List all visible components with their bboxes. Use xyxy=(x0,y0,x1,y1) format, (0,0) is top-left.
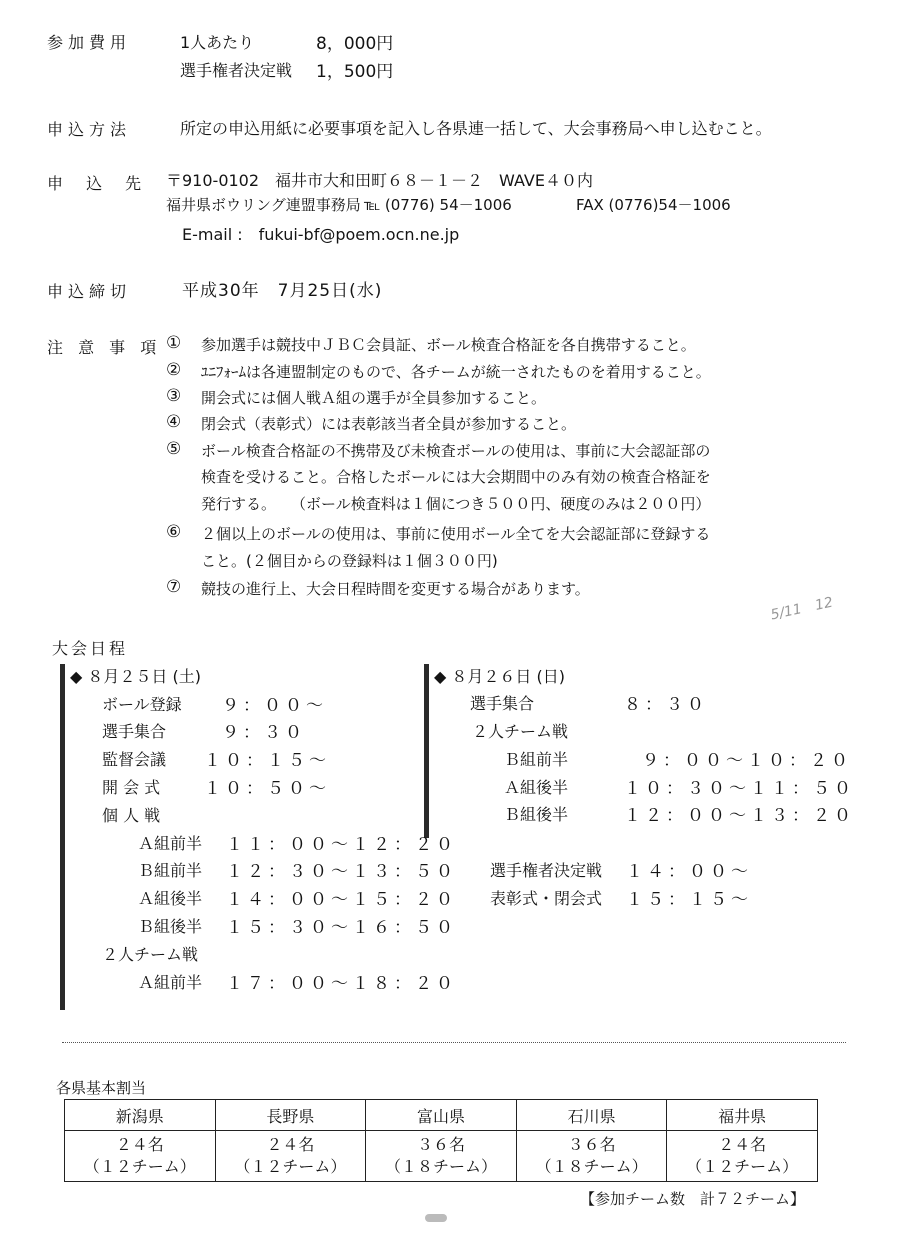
day1-bar xyxy=(60,664,65,1010)
schedule-item-name: Ｂ組前半 xyxy=(504,750,569,769)
schedule-item-time: １０：１５～ xyxy=(204,751,330,771)
note-text: ２個以上のボールの使用は、事前に使用ボール全てを大会認証部に登録する xyxy=(201,525,711,543)
notes-label: 注 意 事 項 xyxy=(47,338,162,357)
note-text: ﾕﾆﾌｫｰﾑは各連盟制定のもので、各チームが統一されたものを着用すること。 xyxy=(201,363,711,381)
prefecture-name: 石川県 xyxy=(516,1100,667,1131)
note-text: ボール検査合格証の不携帯及び未検査ボールの使用は、事前に大会認証部の xyxy=(201,442,711,460)
note-number: ③ xyxy=(166,386,182,406)
destination-label: 申 込 先 xyxy=(47,174,151,193)
day1-heading: ◆ ８月２５日 (土) xyxy=(70,667,201,686)
allocation-count: ２４名 xyxy=(718,1135,767,1154)
schedule-item-time: １１：００～１２：２０ xyxy=(226,835,457,855)
note-text: こと。(２個目からの登録料は１個３００円) xyxy=(201,552,498,570)
handwritten-note: 5/11 12 xyxy=(769,594,835,624)
allocation-count: ２４名 xyxy=(266,1135,315,1154)
deadline-text: 平成30年 7月25日(水) xyxy=(182,281,383,301)
note-text: 競技の進行上、大会日程時間を変更する場合があります。 xyxy=(201,580,590,598)
note-text: 発行する。 （ボール検査料は１個につき５００円、硬度のみは２００円） xyxy=(201,495,711,513)
fee-amount: 1，500円 xyxy=(316,62,394,82)
destination-fax: FAX (0776)54－1006 xyxy=(576,196,731,214)
note-text: 閉会式（表彰式）には表彰該当者全員が参加すること。 xyxy=(201,415,577,433)
allocation-cell xyxy=(667,1131,818,1182)
note-number: ② xyxy=(166,360,182,380)
schedule-item-time: １４：００～ xyxy=(626,862,752,882)
page-mark xyxy=(425,1214,447,1222)
allocation-count: ２４名 xyxy=(115,1135,164,1154)
schedule-item-time: ９：３０ xyxy=(222,723,306,743)
note-text: 検査を受けること。合格したボールには大会期間中のみ有効の検査合格証を xyxy=(201,468,711,486)
schedule-item-name: 選手集合 xyxy=(470,694,535,713)
fee-amount: 8，000円 xyxy=(316,34,394,54)
schedule-title: 大会日程 xyxy=(52,639,129,658)
schedule-section-name: 個 人 戦 xyxy=(102,806,161,825)
schedule-item-name: Ａ組後半 xyxy=(138,889,203,908)
allocation-title: 各県基本割当 xyxy=(56,1079,147,1097)
note-text: 参加選手は競技中ＪＢＣ会員証、ボール検査合格証を各自携帯すること。 xyxy=(201,336,696,354)
destination-email: E-mail : fukui-bf@poem.ocn.ne.jp xyxy=(182,225,460,244)
allocation-value-row xyxy=(65,1131,818,1182)
schedule-item-name: 開 会 式 xyxy=(102,778,161,797)
allocation-teams: （１８チーム） xyxy=(384,1157,497,1176)
allocation-table xyxy=(64,1099,818,1182)
allocation-count: ３６名 xyxy=(416,1135,465,1154)
fee-item: 1人あたり xyxy=(180,33,255,52)
note-number: ⑤ xyxy=(166,439,182,459)
schedule-item-time: １０：５０～ xyxy=(204,779,330,799)
schedule-item-time: １２：３０～１３：５０ xyxy=(226,862,457,882)
schedule-item-name: Ａ組前半 xyxy=(138,834,203,853)
allocation-cell xyxy=(366,1131,517,1182)
schedule-item-time: １５：１５～ xyxy=(626,890,752,910)
note-number: ① xyxy=(166,333,182,353)
allocation-total: 【参加チーム数 計７２チーム】 xyxy=(580,1190,806,1208)
separator-line xyxy=(62,1042,846,1043)
allocation-teams: （１８チーム） xyxy=(535,1157,648,1176)
schedule-section-name: ２人チーム戦 xyxy=(102,945,199,964)
allocation-count: ３６名 xyxy=(567,1135,616,1154)
allocation-teams: （１２チーム） xyxy=(83,1157,196,1176)
prefecture-name: 新潟県 xyxy=(65,1100,216,1131)
schedule-item-name: Ｂ組後半 xyxy=(504,805,569,824)
prefecture-name: 長野県 xyxy=(215,1100,366,1131)
allocation-cell xyxy=(516,1131,667,1182)
schedule-item-name: Ａ組前半 xyxy=(138,973,203,992)
schedule-item-name: Ｂ組後半 xyxy=(138,917,203,936)
schedule-item-time: １５：３０～１６：５０ xyxy=(226,918,457,938)
method-label: 申込方法 xyxy=(47,120,132,139)
fee-item: 選手権者決定戦 xyxy=(180,61,293,80)
destination-tel: ℡ (0776) 54－1006 xyxy=(364,196,512,214)
schedule-item-time: ９：００～ xyxy=(222,696,327,716)
schedule-item-name: 監督会議 xyxy=(102,750,167,769)
schedule-item-time: ８：３０ xyxy=(624,695,708,715)
schedule-section-name: ２人チーム戦 xyxy=(472,722,569,741)
schedule-item-time: １２：００～１３：２０ xyxy=(624,806,855,826)
deadline-label: 申込締切 xyxy=(47,282,132,301)
day2-bar xyxy=(424,664,429,838)
schedule-item-name: ボール登録 xyxy=(102,695,182,714)
allocation-cell xyxy=(215,1131,366,1182)
schedule-item-time: ９：００～１０：２０ xyxy=(642,751,852,771)
prefecture-name: 富山県 xyxy=(366,1100,517,1131)
allocation-header-row xyxy=(65,1100,818,1131)
destination-address: 〒910-0102 福井市大和田町６８－１－２ WAVE４０内 xyxy=(166,171,593,190)
prefecture-name: 福井県 xyxy=(667,1100,818,1131)
schedule-item-name: 選手集合 xyxy=(102,722,167,741)
schedule-item-time: １４：００～１５：２０ xyxy=(226,890,457,910)
note-number: ⑦ xyxy=(166,577,182,597)
day2-heading: ◆ ８月２６日 (日) xyxy=(434,667,565,686)
allocation-cell xyxy=(65,1131,216,1182)
schedule-item-name: Ａ組後半 xyxy=(504,778,569,797)
schedule-item-time: １０：３０～１１：５０ xyxy=(624,779,855,799)
schedule-item-name: 表彰式・閉会式 xyxy=(490,889,603,908)
schedule-item-name: 選手権者決定戦 xyxy=(490,861,603,880)
schedule-item-name: Ｂ組前半 xyxy=(138,861,203,880)
destination-office: 福井県ボウリング連盟事務局 xyxy=(166,196,361,214)
note-number: ⑥ xyxy=(166,522,182,542)
schedule-item-time: １７：００～１８：２０ xyxy=(226,974,457,994)
method-text: 所定の申込用紙に必要事項を記入し各県連一括して、大会事務局へ申し込むこと。 xyxy=(180,119,772,138)
fee-label: 参加費用 xyxy=(47,33,132,52)
allocation-teams: （１２チーム） xyxy=(234,1157,347,1176)
allocation-teams: （１２チーム） xyxy=(686,1157,799,1176)
note-text: 開会式には個人戦Ａ組の選手が全員参加すること。 xyxy=(201,389,547,407)
note-number: ④ xyxy=(166,412,182,432)
